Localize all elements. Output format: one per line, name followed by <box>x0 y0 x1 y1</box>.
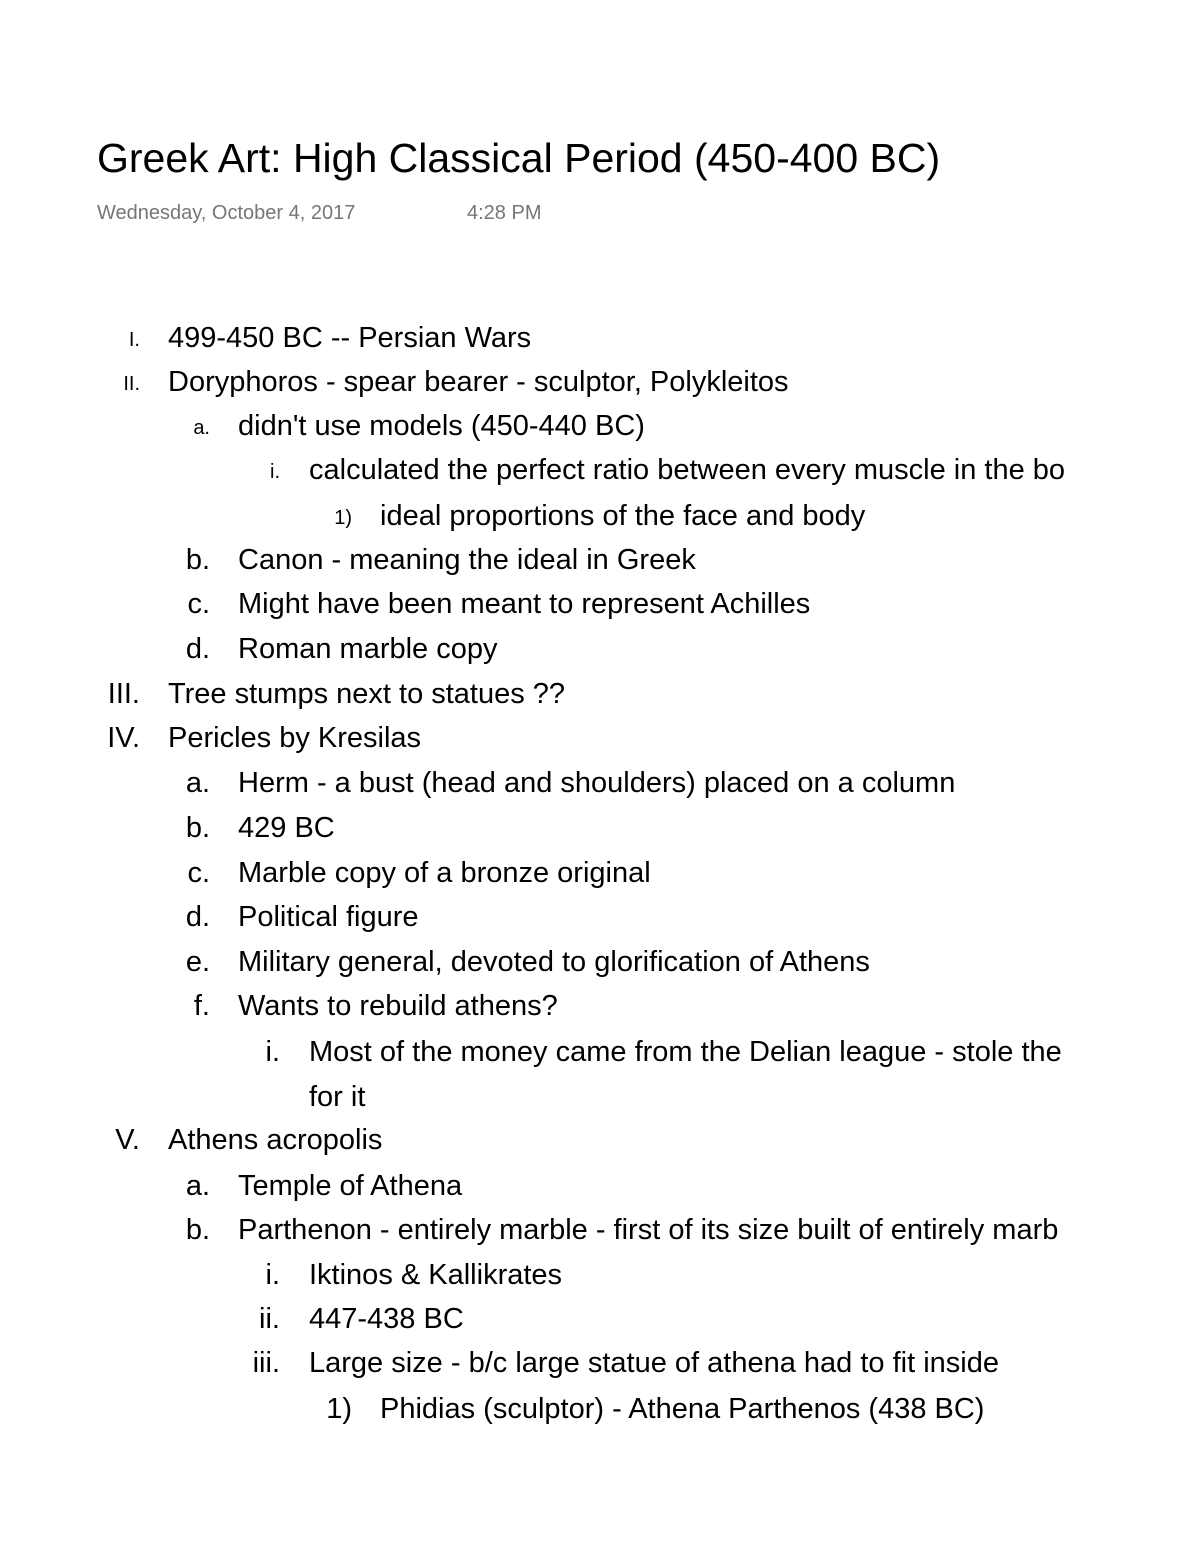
outline-marker: i. <box>270 461 280 483</box>
outline-marker: d. <box>185 901 210 933</box>
outline-text: Canon - meaning the ideal in Greek <box>238 544 696 576</box>
outline-marker: II. <box>123 373 140 395</box>
outline-text: Herm - a bust (head and shoulders) placed on a column <box>238 767 956 799</box>
outline-marker: c. <box>187 588 210 620</box>
outline-text: Might have been meant to represent Achilles <box>238 588 811 620</box>
outline-marker: d. <box>185 633 210 665</box>
outline-text: 499-450 BC -- Persian Wars <box>168 322 532 354</box>
outline-marker: f. <box>193 990 210 1022</box>
outline-marker: a. <box>185 767 210 799</box>
outline-marker: b. <box>185 1214 210 1246</box>
outline-text: Iktinos & Kallikrates <box>309 1259 563 1291</box>
outline-text: Pericles by Kresilas <box>168 722 422 754</box>
outline-text: ideal proportions of the face and body <box>380 500 866 532</box>
outline-marker: b. <box>185 812 210 844</box>
outline-text: 429 BC <box>238 812 335 844</box>
outline-text: 447-438 BC <box>309 1303 464 1335</box>
outline-marker: c. <box>187 857 210 889</box>
outline-text: Parthenon - entirely marble - first of its size built of entirely marb <box>238 1214 1059 1246</box>
outline-marker: iii. <box>252 1347 280 1379</box>
outline-text: Large size - b/c large statue of athena had to fit inside <box>309 1347 999 1379</box>
outline-text: Temple of Athena <box>238 1170 463 1202</box>
outline-marker: ii. <box>259 1303 280 1335</box>
outline-marker: V. <box>115 1124 140 1156</box>
note-time: 4:28 PM <box>467 202 542 224</box>
note-date: Wednesday, October 4, 2017 <box>97 202 356 224</box>
outline-marker: i. <box>265 1259 280 1291</box>
outline-marker: e. <box>185 946 210 978</box>
outline-marker: IV. <box>107 722 140 754</box>
outline-text: Most of the money came from the Delian league - stole the <box>309 1036 1062 1068</box>
outline-text: calculated the perfect ratio between every muscle in the bo <box>309 454 1066 486</box>
outline-marker: a. <box>185 1170 210 1202</box>
outline-text: didn't use models (450-440 BC) <box>238 410 645 442</box>
outline-text: Marble copy of a bronze original <box>238 857 651 889</box>
outline-text: Wants to rebuild athens? <box>238 990 558 1022</box>
outline-marker: 1) <box>334 507 352 529</box>
outline-text: Military general, devoted to glorification of Athens <box>238 946 870 978</box>
outline-text: Phidias (sculptor) - Athena Parthenos (438 BC) <box>380 1393 985 1425</box>
outline-marker: 1) <box>326 1393 352 1425</box>
outline-marker: a. <box>193 417 210 439</box>
outline-text: Roman marble copy <box>238 633 498 665</box>
outline-marker: I. <box>128 329 140 351</box>
outline-text: Tree stumps next to statues ?? <box>168 678 566 710</box>
outline-text: for it <box>309 1081 366 1113</box>
outline-text: Athens acropolis <box>168 1124 383 1156</box>
outline-text: Political figure <box>238 901 419 933</box>
outline-marker: b. <box>185 544 210 576</box>
outline-marker: i. <box>265 1036 280 1068</box>
outline-text: Doryphoros - spear bearer - sculptor, Polykleitos <box>168 366 789 398</box>
outline-marker: III. <box>107 678 140 710</box>
page-title: Greek Art: High Classical Period (450-400 BC) <box>97 135 941 181</box>
